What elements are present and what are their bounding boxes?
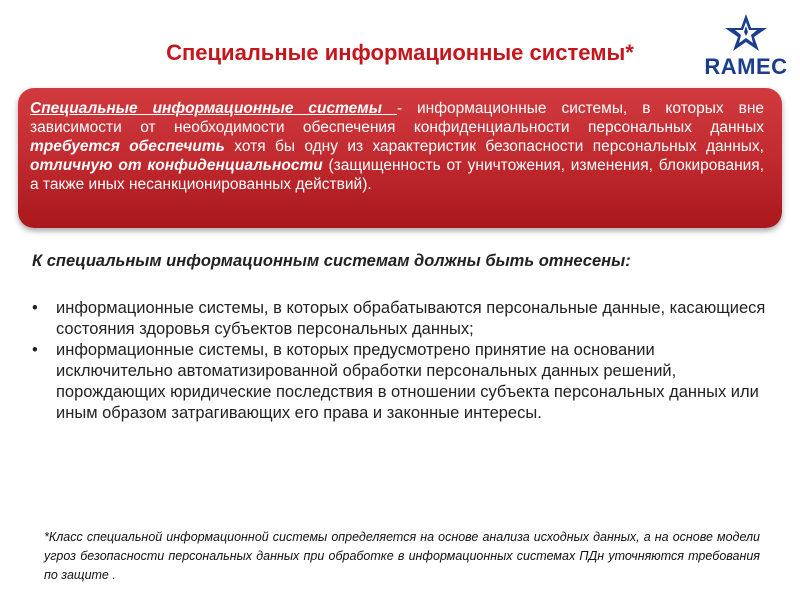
footnote: *Класс специальной информационной системы определяется на основе анализа исходных данных, а на основе модели угроз безопасности персональных данных при обработке в информационных системах ПДн уточняются требования по защите .: [44, 530, 760, 582]
slide-title: Специальные информационные системы*: [166, 40, 634, 65]
definition-box: [18, 88, 782, 228]
bullet-list: [28, 298, 768, 424]
ramec-logo: [700, 12, 792, 82]
definition-text-1: - информационные системы, в которых вне зависимости от необходимости обеспечения конфиденциальности персональных данных: [30, 100, 765, 136]
list-item: • информационные системы, в которых предусмотрено принятие на основании исключительно автоматизированной обработки персональных данных решений, порождающих юридические последствия в отношении субъекта персональных данных или иным образом затрагивающих его права и законные интересы.: [28, 340, 768, 424]
definition-emph-1: требуется обеспечить: [30, 138, 225, 155]
logo-text: RAMEC: [704, 54, 788, 79]
definition-text-3: (защищенность от уничтожения, изменения, блокирования, а также иных несанкционированных действий).: [30, 157, 764, 193]
list-item: • информационные системы, в которых обрабатываются персональные данные, касающиеся состояния здоровья субъектов персональных данных;: [28, 298, 768, 340]
definition-term: Специальные информационные системы: [30, 100, 397, 117]
definition-emph-2: отличную от конфиденциальности: [30, 157, 323, 174]
definition-text: [30, 99, 764, 194]
definition-text-2: хотя бы одну из характеристик безопасности персональных данных,: [224, 138, 764, 155]
lead-text: К специальным информационным системам должны быть отнесены:: [32, 252, 631, 270]
ramec-star-icon: [723, 12, 769, 52]
